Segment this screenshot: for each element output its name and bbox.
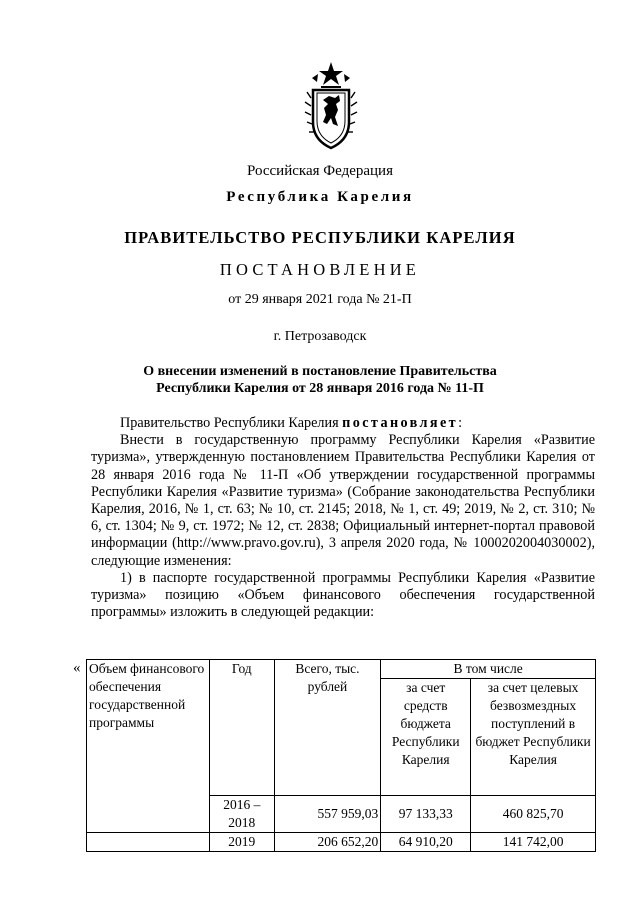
- col-budget-header: за счет средств бюджета Республики Карелия: [381, 679, 471, 796]
- row-year: 2019: [209, 833, 274, 852]
- row-targeted: 141 742,00: [471, 833, 596, 852]
- coat-of-arms-emblem: [299, 62, 363, 150]
- government-heading: ПРАВИТЕЛЬСТВО РЕСПУБЛИКИ КАРЕЛИЯ: [124, 228, 516, 247]
- col-total-header: Всего, тыс. рублей: [274, 660, 381, 796]
- document-title-line-1: О внесении изменений в постановление Правительства: [143, 364, 497, 379]
- financing-table: [86, 659, 596, 852]
- row-label-cell: Объем финансового обеспечения государственной программы: [87, 660, 210, 833]
- col-targeted-header: за счет целевых безвозмездных поступлений в бюджет Республики Карелия: [471, 679, 596, 796]
- table-row: [87, 833, 596, 852]
- row-budget: 64 910,20: [381, 833, 471, 852]
- row-total: 557 959,03: [274, 796, 381, 833]
- row-year: 2016 – 2018: [209, 796, 274, 833]
- intro-spaced-verb: постановляет: [342, 415, 459, 431]
- issue-city: г. Петрозаводск: [273, 329, 367, 344]
- federation-name: Российская Федерация: [247, 163, 393, 179]
- intro-paragraph: [91, 415, 595, 621]
- col-including-header: В том числе: [381, 660, 596, 679]
- opening-quote: «: [73, 660, 81, 676]
- row-targeted: 460 825,70: [471, 796, 596, 833]
- row-total: 206 652,20: [274, 833, 381, 852]
- document-type: ПОСТАНОВЛЕНИЕ: [219, 260, 421, 279]
- intro-suffix: :: [458, 415, 463, 431]
- passport-paragraph: 1) в паспорте государственной программы Республики Карелия «Развитие туризма» позицию «Объем финансового обеспечения государственной программы» изложить в следующей редакции:: [91, 569, 595, 621]
- document-title-line-2: Республики Карелия от 28 января 2016 года № 11-П: [156, 381, 484, 396]
- republic-name: Республика Карелия: [226, 189, 414, 205]
- decree-date: от 29 января 2021 года № 21-П: [228, 292, 412, 307]
- intro-prefix: Правительство Республики Карелия: [120, 415, 343, 431]
- row-budget: 97 133,33: [381, 796, 471, 833]
- amendment-paragraph: Внести в государственную программу Республики Карелия «Развитие туризма», утвержденную постановлением Правительства Республики Карелия от 28 января 2016 года № 11-П «Об утверждении государственной программы Республики Карелия «Развитие туризма» (Собрание законодательства Республики Карелия, 2016, № 1, ст. 63; № 10, ст. 2145; 2018, № 1, ст. 49; 2019, № 2, ст. 310; № 6, ст. 1304; № 9, ст. 1972; № 12, ст. 2838; Официальный интернет-портал правовой информации (http://www.pravo.gov.ru), 3 апреля 2020 года, № 1000202004030002), следующие изменения:: [91, 432, 595, 569]
- table-header-row: [87, 660, 596, 679]
- col-year-header: Год: [209, 660, 274, 796]
